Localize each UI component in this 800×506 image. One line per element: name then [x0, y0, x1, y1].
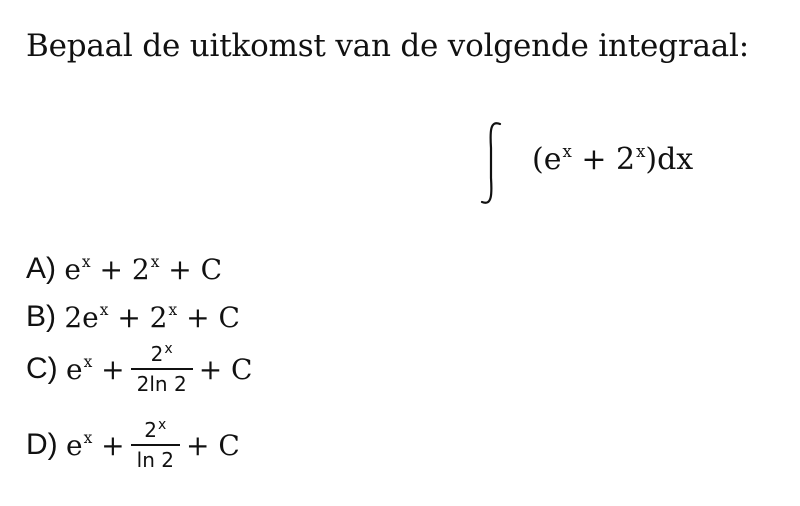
- option-label: C): [26, 352, 58, 385]
- integrand: $(e^x + 2^x)dx$: [532, 141, 694, 177]
- option-label: B): [26, 300, 56, 333]
- denominator: 2ln 2: [131, 368, 193, 394]
- option-expression: $e^x + 2^x + C$: [64, 252, 223, 286]
- numerator: 2$^x$: [144, 416, 167, 442]
- integral-sign-icon: [476, 118, 506, 208]
- fraction: [131, 340, 193, 396]
- numerator: 2$^x$: [150, 340, 173, 366]
- option-c[interactable]: C) $e^x$ + $\frac{2^x}{2\ln 2}$ + C: [26, 340, 253, 396]
- option-expression: $e^x$ +: [66, 352, 125, 386]
- option-b[interactable]: [26, 300, 240, 334]
- option-label: A): [26, 252, 56, 285]
- option-expression: $e^x$ +: [66, 428, 125, 462]
- option-label: D): [26, 428, 58, 461]
- option-expression: $2e^x + 2^x + C$: [64, 300, 240, 334]
- denominator: ln 2: [131, 444, 180, 470]
- option-d[interactable]: D) $e^x$ + $\frac{2^x}{\ln 2}$ + C: [26, 416, 240, 472]
- option-a[interactable]: [26, 252, 222, 286]
- fraction: [131, 416, 180, 472]
- question-text: Bepaal de uitkomst van de volgende integraal:: [26, 28, 749, 64]
